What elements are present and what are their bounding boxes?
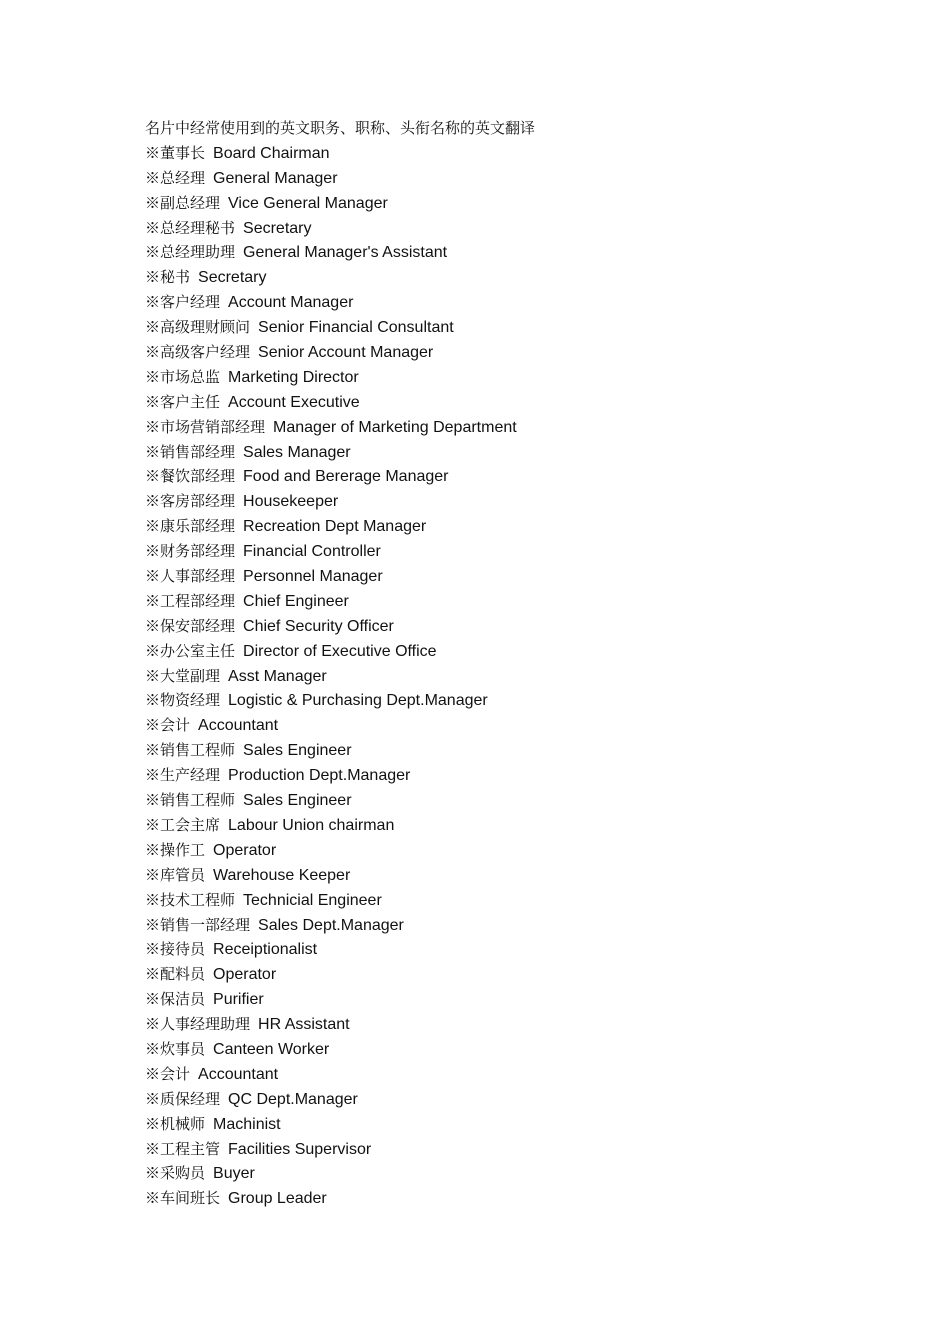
document-body bbox=[145, 116, 845, 1211]
list-item bbox=[145, 514, 845, 539]
chinese-title: ※餐饮部经理 bbox=[145, 467, 236, 486]
list-item bbox=[145, 141, 845, 166]
list-item bbox=[145, 639, 845, 664]
chinese-title: ※市场营销部经理 bbox=[145, 417, 266, 436]
list-item bbox=[145, 838, 845, 863]
list-item bbox=[145, 390, 845, 415]
list-item bbox=[145, 340, 845, 365]
chinese-title: ※秘书 bbox=[145, 268, 191, 287]
english-title: Personnel Manager bbox=[243, 568, 383, 586]
english-title: Sales Manager bbox=[243, 443, 351, 461]
english-title: Group Leader bbox=[228, 1190, 327, 1208]
english-title: General Manager's Assistant bbox=[243, 244, 448, 262]
list-item bbox=[145, 240, 845, 265]
list-item bbox=[145, 937, 845, 962]
english-title: QC Dept.Manager bbox=[228, 1090, 358, 1108]
english-title: Logistic & Purchasing Dept.Manager bbox=[228, 692, 488, 710]
list-item bbox=[145, 913, 845, 938]
chinese-title: ※车间班长 bbox=[145, 1189, 221, 1208]
chinese-title: ※炊事员 bbox=[145, 1039, 206, 1058]
list-item bbox=[145, 863, 845, 888]
list-item bbox=[145, 191, 845, 216]
list-item bbox=[145, 315, 845, 340]
english-title: Food and Bererage Manager bbox=[243, 468, 449, 486]
chinese-title: ※销售工程师 bbox=[145, 741, 236, 760]
list-item bbox=[145, 664, 845, 689]
chinese-title: ※生产经理 bbox=[145, 766, 221, 785]
chinese-title: ※董事长 bbox=[145, 143, 206, 162]
english-title: Secretary bbox=[198, 269, 267, 287]
chinese-title: ※销售一部经理 bbox=[145, 915, 251, 934]
english-title: Senior Account Manager bbox=[258, 344, 434, 362]
chinese-title: ※工会主席 bbox=[145, 815, 221, 834]
chinese-title: ※接待员 bbox=[145, 940, 206, 959]
chinese-title: ※库管员 bbox=[145, 865, 206, 884]
list-item bbox=[145, 265, 845, 290]
english-title: Manager of Marketing Department bbox=[273, 418, 517, 436]
english-title: Production Dept.Manager bbox=[228, 767, 411, 785]
english-title: Purifier bbox=[213, 991, 264, 1009]
english-title: Director of Executive Office bbox=[243, 642, 437, 660]
english-title: Receiptionalist bbox=[213, 941, 318, 959]
list-item bbox=[145, 166, 845, 191]
chinese-title: ※市场总监 bbox=[145, 367, 221, 386]
list-item bbox=[145, 216, 845, 241]
chinese-title: ※高级理财顾问 bbox=[145, 318, 251, 337]
chinese-title: ※人事部经理 bbox=[145, 567, 236, 586]
english-title: Account Executive bbox=[228, 393, 360, 411]
chinese-title: ※质保经理 bbox=[145, 1089, 221, 1108]
list-item bbox=[145, 539, 845, 564]
chinese-title: ※高级客户经理 bbox=[145, 343, 251, 362]
list-item bbox=[145, 464, 845, 489]
english-title: Accountant bbox=[198, 1065, 279, 1083]
english-title: Buyer bbox=[213, 1165, 255, 1183]
english-title: Sales Engineer bbox=[243, 742, 352, 760]
english-title: HR Assistant bbox=[258, 1016, 350, 1034]
english-title: Operator bbox=[213, 841, 277, 859]
english-title: Technicial Engineer bbox=[243, 891, 382, 909]
english-title: Chief Engineer bbox=[243, 592, 349, 610]
english-title: Asst Manager bbox=[228, 667, 327, 685]
english-title: Marketing Director bbox=[228, 368, 359, 386]
list-item bbox=[145, 589, 845, 614]
chinese-title: ※客户经理 bbox=[145, 293, 221, 312]
chinese-title: ※保安部经理 bbox=[145, 616, 236, 635]
chinese-title: ※客房部经理 bbox=[145, 492, 236, 511]
list-item bbox=[145, 614, 845, 639]
chinese-title: ※采购员 bbox=[145, 1164, 206, 1183]
chinese-title: ※操作工 bbox=[145, 840, 206, 859]
list-item bbox=[145, 788, 845, 813]
english-title: Canteen Worker bbox=[213, 1040, 330, 1058]
english-title: Accountant bbox=[198, 717, 279, 735]
english-title: Machinist bbox=[213, 1115, 281, 1133]
list-item bbox=[145, 688, 845, 713]
document-title: 名片中经常使用到的英文职务、职称、头衔名称的英文翻译 bbox=[145, 119, 536, 137]
chinese-title: ※副总经理 bbox=[145, 193, 221, 212]
english-title: Facilities Supervisor bbox=[228, 1140, 372, 1158]
list-item bbox=[145, 489, 845, 514]
list-item bbox=[145, 888, 845, 913]
list-item bbox=[145, 987, 845, 1012]
english-title: Housekeeper bbox=[243, 493, 339, 511]
chinese-title: ※会计 bbox=[145, 1064, 191, 1083]
list-item bbox=[145, 813, 845, 838]
chinese-title: ※机械师 bbox=[145, 1114, 206, 1133]
list-item bbox=[145, 365, 845, 390]
title-translation-list bbox=[145, 141, 845, 1211]
list-item bbox=[145, 962, 845, 987]
chinese-title: ※工程主管 bbox=[145, 1139, 221, 1158]
english-title: Account Manager bbox=[228, 294, 354, 312]
chinese-title: ※财务部经理 bbox=[145, 542, 236, 561]
list-item bbox=[145, 1137, 845, 1162]
list-item bbox=[145, 738, 845, 763]
english-title: Chief Security Officer bbox=[243, 617, 394, 635]
chinese-title: ※工程部经理 bbox=[145, 591, 236, 610]
chinese-title: ※总经理秘书 bbox=[145, 218, 236, 237]
list-item bbox=[145, 1012, 845, 1037]
list-item bbox=[145, 1161, 845, 1186]
chinese-title: ※保洁员 bbox=[145, 990, 206, 1009]
chinese-title: ※总经理助理 bbox=[145, 243, 236, 262]
chinese-title: ※销售工程师 bbox=[145, 791, 236, 810]
chinese-title: ※配料员 bbox=[145, 965, 206, 984]
list-item bbox=[145, 415, 845, 440]
list-item bbox=[145, 1112, 845, 1137]
chinese-title: ※总经理 bbox=[145, 168, 206, 187]
chinese-title: ※康乐部经理 bbox=[145, 517, 236, 536]
chinese-title: ※技术工程师 bbox=[145, 890, 236, 909]
chinese-title: ※销售部经理 bbox=[145, 442, 236, 461]
chinese-title: ※客户主任 bbox=[145, 392, 221, 411]
english-title: Operator bbox=[213, 966, 277, 984]
chinese-title: ※物资经理 bbox=[145, 691, 221, 710]
list-item bbox=[145, 1087, 845, 1112]
english-title: Recreation Dept Manager bbox=[243, 518, 427, 536]
english-title: Board Chairman bbox=[213, 144, 330, 162]
chinese-title: ※办公室主任 bbox=[145, 641, 236, 660]
english-title: Labour Union chairman bbox=[228, 816, 395, 834]
list-item bbox=[145, 440, 845, 465]
english-title: Secretary bbox=[243, 219, 312, 237]
list-item bbox=[145, 713, 845, 738]
list-item bbox=[145, 290, 845, 315]
list-item bbox=[145, 763, 845, 788]
english-title: Financial Controller bbox=[243, 543, 381, 561]
english-title: General Manager bbox=[213, 169, 338, 187]
english-title: Sales Dept.Manager bbox=[258, 916, 404, 934]
english-title: Senior Financial Consultant bbox=[258, 319, 454, 337]
english-title: Vice General Manager bbox=[228, 194, 388, 212]
chinese-title: ※大堂副理 bbox=[145, 666, 221, 685]
chinese-title: ※会计 bbox=[145, 716, 191, 735]
chinese-title: ※人事经理助理 bbox=[145, 1015, 251, 1034]
list-item bbox=[145, 1186, 845, 1211]
list-item bbox=[145, 1037, 845, 1062]
list-item bbox=[145, 1062, 845, 1087]
english-title: Warehouse Keeper bbox=[213, 866, 351, 884]
list-item bbox=[145, 564, 845, 589]
english-title: Sales Engineer bbox=[243, 792, 352, 810]
